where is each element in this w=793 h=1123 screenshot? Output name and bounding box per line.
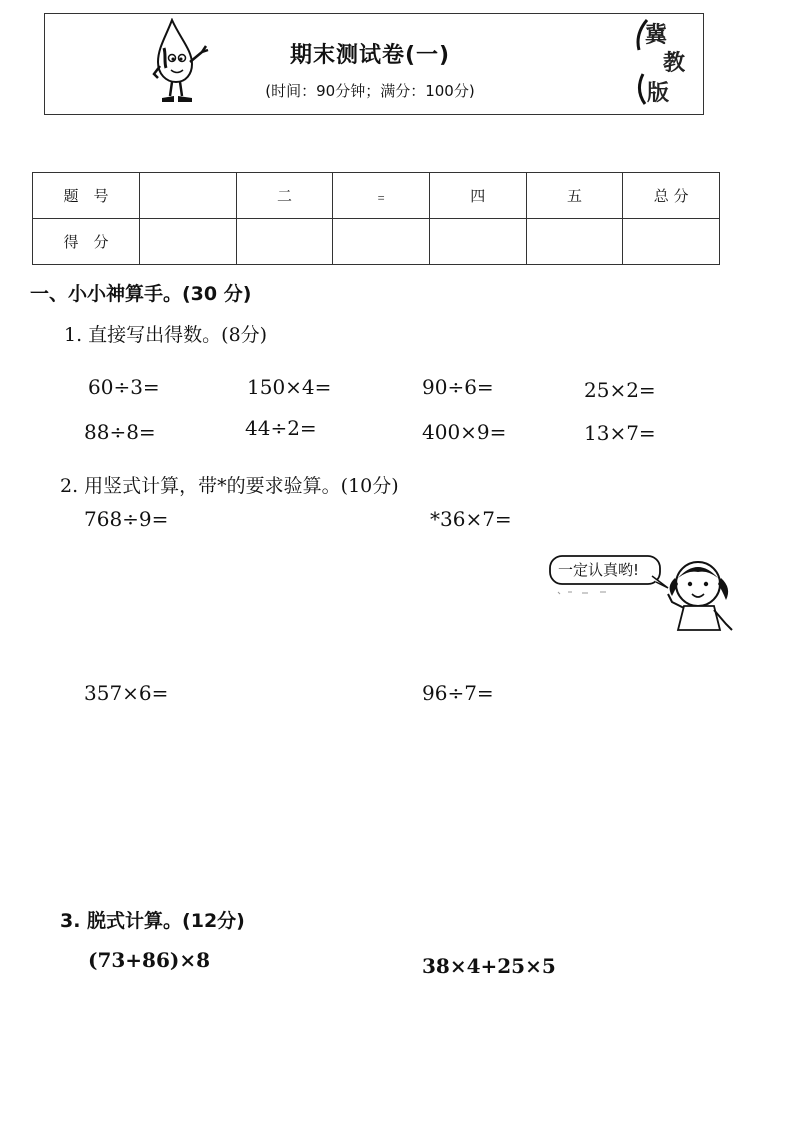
q1-item-1: 60÷3= [88,375,160,399]
q3-item-2: 38×4+25×5 [422,954,556,978]
score-input-section-2[interactable] [236,219,333,265]
q1-item-7: 400×9= [422,420,507,444]
table-cell-section-5: 五 [526,173,623,219]
table-cell-score-label: 得 分 [33,219,140,265]
q2-item-1: 768÷9= [84,507,169,531]
edition-seal [633,14,701,110]
q2-item-3: 357×6= [84,681,169,705]
seal-char-1: 冀 [645,23,668,48]
table-cell-total-label: 总 分 [623,173,720,219]
q2-item-4: 96÷7= [422,681,494,705]
table-cell-section-1 [140,173,237,219]
question-3-heading: 3. 脱式计算。(12分) [60,910,245,932]
score-table [32,172,720,265]
girl-illustration [548,548,738,640]
speech-bubble-text: 一定认真哟! [558,561,640,579]
section-1-heading: 一、小小神算手。(30 分) [30,283,252,305]
q1-item-8: 13×7= [584,421,656,445]
seal-char-3: 版 [647,81,670,106]
table-cell-question-number-label: 题 号 [33,173,140,219]
table-cell-section-2: 二 [236,173,333,219]
q3-item-1: (73+86)×8 [88,948,211,972]
seal-char-2: 教 [663,51,686,76]
score-input-total[interactable] [623,219,720,265]
table-cell-section-4: 四 [429,173,526,219]
score-input-section-4[interactable] [429,219,526,265]
score-input-section-1[interactable] [140,219,237,265]
q1-item-6: 44÷2= [245,416,317,440]
q2-item-2: *36×7= [430,507,512,531]
score-input-section-5[interactable] [526,219,623,265]
score-input-section-3[interactable] [333,219,430,265]
question-2-heading: 2. 用竖式计算，带*的要求验算。(10分) [60,475,399,497]
page-title: 期末测试卷(一) [289,43,451,68]
question-1-heading: 1. 直接写出得数。(8分) [64,324,268,346]
q1-item-4: 25×2= [584,378,656,402]
table-row-score [33,219,720,265]
q1-item-5: 88÷8= [84,420,156,444]
q1-item-3: 90÷6= [422,375,494,399]
table-row-header [33,173,720,219]
table-cell-section-3: ﹦ [333,173,430,219]
exam-time-and-score: (时间：90分钟；满分：100分) [265,82,475,100]
q1-item-2: 150×4= [247,375,332,399]
